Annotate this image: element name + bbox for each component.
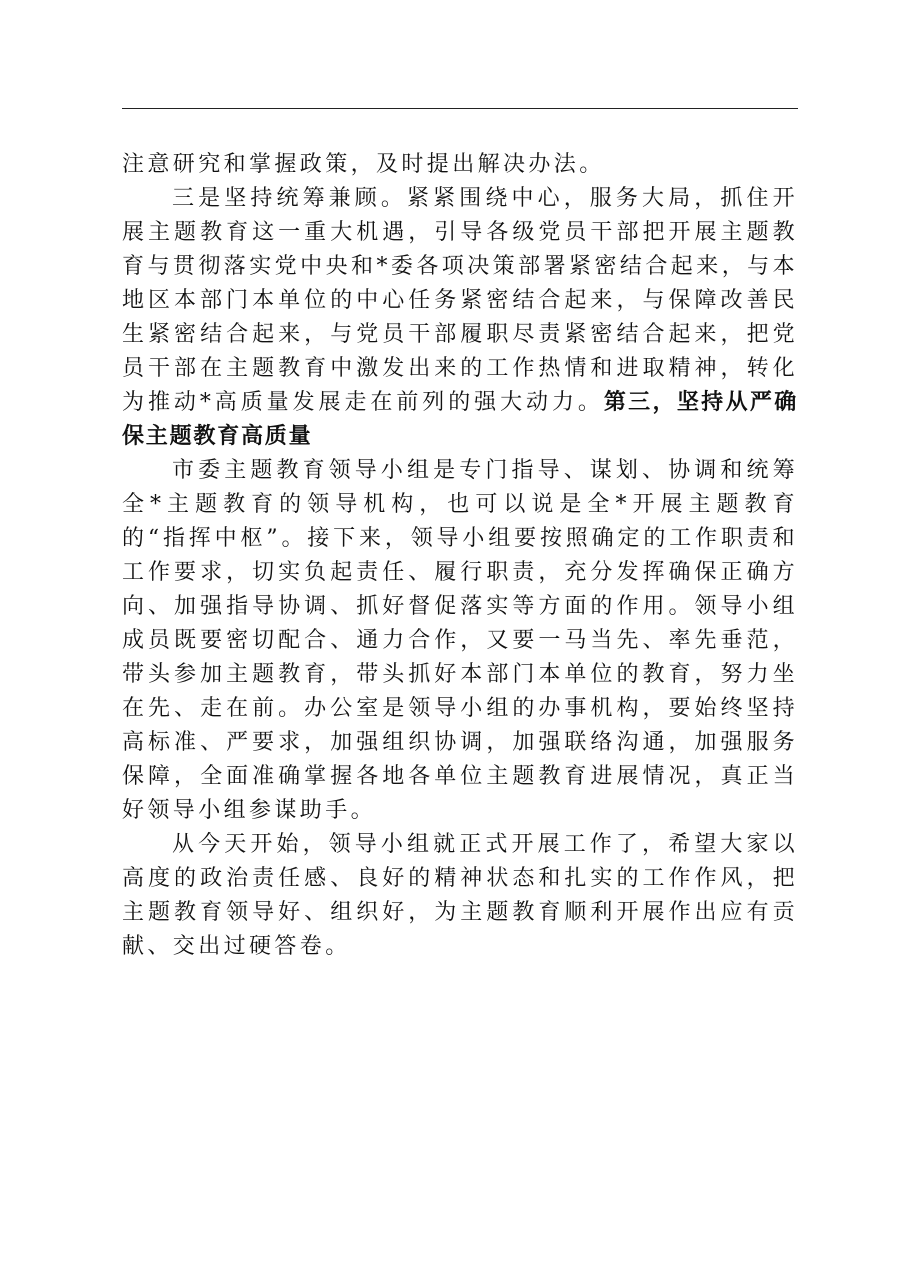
section-heading-3: 第三，坚持从严确保主题教育高质量	[122, 390, 798, 449]
paragraph-leading-group: 市委主题教育领导小组是专门指导、谋划、协调和统筹全*主题教育的领导机构，也可以说是全*开展主题教育的“指挥中枢”。接下来，领导小组要按照确定的工作职责和工作要求，切实负起责任、履行职责，充分发挥确保正确方向、加强指导协调、抓好督促落实等方面的作用。领导小组成员既要密切配合、通力合作，又要一马当先、率先垂范，带头参加主题教育，带头抓好本部门本单位的教育，努力坐在先、走在前。办公室是领导小组的办事机构，要始终坚持高标准、严要求，加强组织协调，加强联络沟通，加强服务保障，全面准确掌握各地各单位主题教育进展情况，真正当好领导小组参谋助手。	[122, 458, 798, 823]
paragraph-closing: 从今天开始，领导小组就正式开展工作了，希望大家以高度的政治责任感、良好的精神状态和扎实的工作作风，把主题教育领导好、组织好，为主题教育顺利开展作出应有贡献、交出过硬答卷。	[122, 832, 798, 959]
paragraph-overall-planning	[122, 182, 798, 454]
paragraph-continuation: 注意研究和掌握政策，及时提出解决办法。	[122, 152, 605, 177]
header-rule	[122, 108, 798, 109]
paragraph-overall-planning-text: 三是坚持统筹兼顾。紧紧围绕中心，服务大局，抓住开展主题教育这一重大机遇，引导各级党员干部把开展主题教育与贯彻落实党中央和*委各项决策部署紧密结合起来，与本地区本部门本单位的中心任务紧密结合起来，与保障改善民生紧密结合起来，与党员干部履职尽责紧密结合起来，把党员干部在主题教育中激发出来的工作热情和进取精神，转化为推动*高质量发展走在前列的强大动力。	[122, 186, 798, 415]
document-body	[122, 148, 798, 964]
